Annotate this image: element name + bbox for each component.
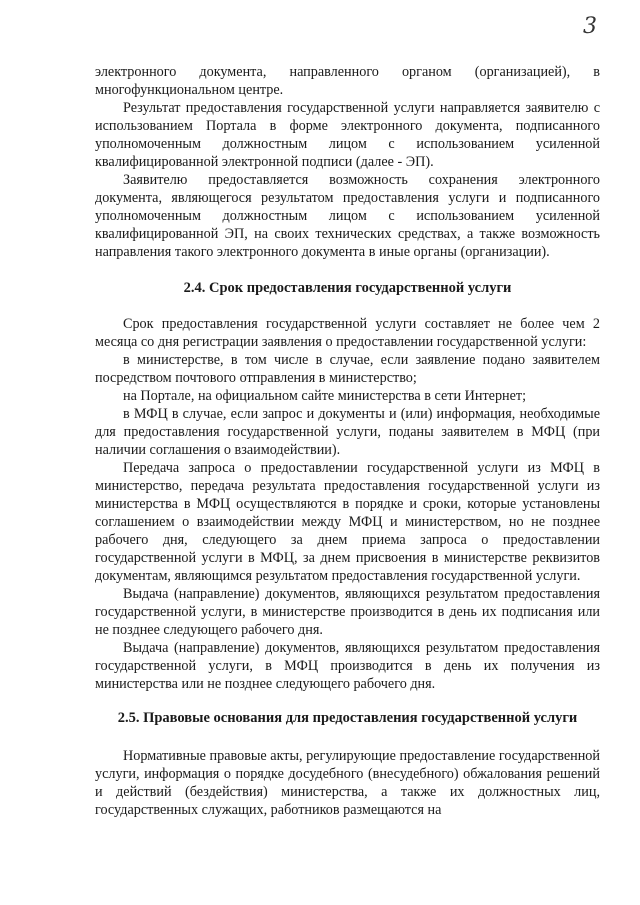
- paragraph: электронного документа, направленного органом (организацией), в многофункциональном центре.: [95, 64, 600, 98]
- paragraph: на Портале, на официальном сайте министерства в сети Интернет;: [123, 388, 527, 404]
- paragraph: Заявителю предоставляется возможность сохранения электронного документа, являющегося результатом предоставления услуги и подписанного уполномоченным должностным лицом с использованием усиленной квалифицированной ЭП, на своих технических средствах, а также возможность направления такого электронного документа в иные органы (организации).: [95, 172, 600, 260]
- paragraph: Выдача (направление) документов, являющихся результатом предоставления государственной услуги, в МФЦ производится в день их получения из министерства или не позднее следующего рабочего дня.: [95, 640, 600, 692]
- paragraph: Нормативные правовые акты, регулирующие предоставление государственной услуги, информация о порядке досудебного (внесудебного) обжалования решений и действий (бездействия) министерства, а также их должностных лиц, государственных служащих, работников размещаются на: [95, 748, 600, 818]
- paragraph: Срок предоставления государственной услуги составляет не более чем 2 месяца со дня регистрации заявления о предоставлении государственной услуги:: [95, 316, 600, 350]
- paragraph: в министерстве, в том числе в случае, если заявление подано заявителем посредством почтового отправления в министерство;: [95, 352, 600, 386]
- paragraph: Результат предоставления государственной услуги направляется заявителю с использованием Портала в форме электронного документа, подписанного уполномоченным должностным лицом с использованием усиленной квалифицированной электронной подписи (далее - ЭП).: [95, 100, 600, 170]
- paragraph: в МФЦ в случае, если запрос и документы и (или) информация, необходимые для предоставления государственной услуги, поданы заявителем в МФЦ (при наличии соглашения о взаимодействии).: [95, 406, 600, 458]
- paragraph: Передача запроса о предоставлении государственной услуги из МФЦ в министерство, передача результата предоставления государственной услуги из министерства в МФЦ осуществляются в порядке и сроки, которые установлены соглашением о взаимодействии между МФЦ и министерством, но не позднее рабочего дня, следующего за днем приема запроса о предоставлении государственной услуги в МФЦ, за днем присвоения в министерстве реквизитов документам, являющимся результатом предоставления государственной услуги.: [95, 460, 600, 584]
- section-heading-2-4: 2.4. Срок предоставления государственной услуги: [183, 280, 512, 296]
- document-body: [95, 63, 600, 819]
- paragraph: Выдача (направление) документов, являющихся результатом предоставления государственной услуги, в министерстве производится в день их подписания или не позднее следующего рабочего дня.: [95, 586, 600, 638]
- page-number: 3: [583, 14, 597, 39]
- section-heading-2-5: 2.5. Правовые основания для предоставления государственной услуги: [117, 710, 578, 726]
